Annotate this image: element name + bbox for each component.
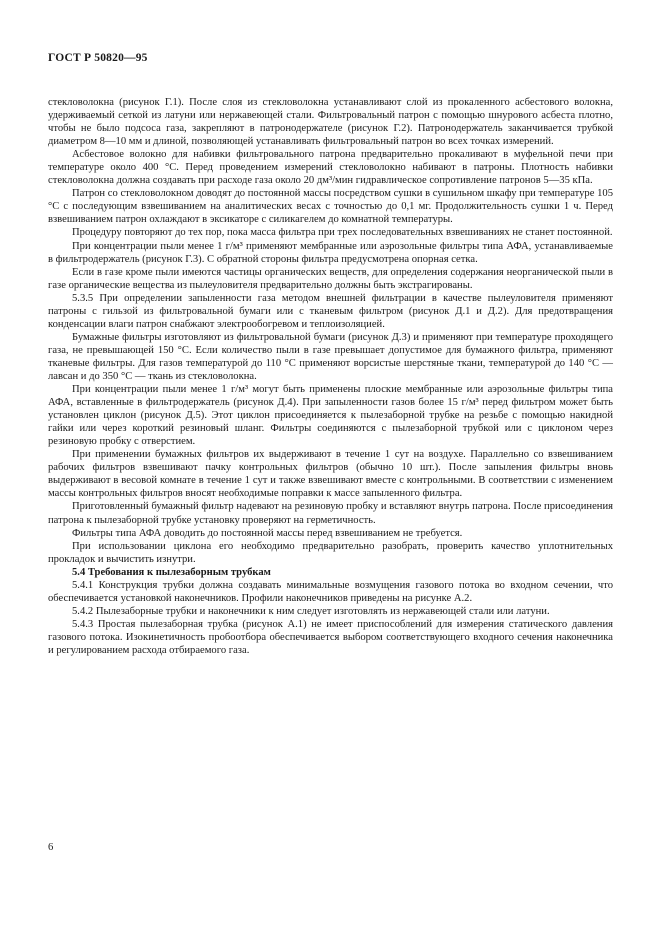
paragraph: 5.3.5 При определении запыленности газа методом внешней фильтрации в качестве пылеуловителя применяют патроны с гильзой из фильтровальной бумаги или с тканевым фильтром (рисунок Д.1 и Д.2). Для предотвращения конденсации влаги патрон снабжают электрообогревом и теплоизоляцией.	[48, 292, 613, 330]
paragraph: 5.4.1 Конструкция трубки должна создавать минимальные возмущения газового потока во входном сечении, что обеспечивается установкой наконечников. Профили наконечников приведены на рисунке А.2.	[48, 579, 613, 604]
paragraph: 5.4.3 Простая пылезаборная трубка (рисунок А.1) не имеет приспособлений для измерения статического давления газового потока. Изокинетичность пробоотбора обеспечивается выбором соответствующего входного сечения наконечника и регулированием расхода отбираемого газа.	[48, 618, 613, 656]
paragraph: Бумажные фильтры изготовляют из фильтровальной бумаги (рисунок Д.3) и применяют при температуре проходящего газа, не превышающей 150 °С. Если количество пыли в газе превышает допустимое для бумажного фильтра, применяют тканевые фильтры. Для газов температурой до 110 °С применяют ворсистые шерстяные ткани, температурой до 140 °С — лавсан и до 350 °С — ткань из стекловолокна.	[48, 331, 613, 382]
paragraph: Асбестовое волокно для набивки фильтровального патрона предварительно прокаливают в муфельной печи при температуре около 400 °С. Перед проведением измерений стекловолокно набивают в патроны. Плотность набивки стекловолокна должна создавать при расходе газа около 20 дм³/мин гидравлическое сопротивление патронов 5—35 кПа.	[48, 149, 613, 187]
paragraph: При концентрации пыли менее 1 г/м³ могут быть применены плоские мембранные или аэрозольные фильтры типа АФА, вставленные в фильтродержатель (рисунок Д.4). При запыленности газов более 15 г/м³ перед фильтром может быть установлен циклон (рисунок Д.5). Этот циклон присоединяется к пылезаборной трубке на резьбе с помощью накидной гайки или через короткий резиновый шланг. Фильтры соединяются с пылезаборной трубкой или с циклоном через резиновую пробку с отверстием.	[48, 384, 613, 448]
paragraph: стекловолокна (рисунок Г.1). После слоя из стекловолокна устанавливают слой из прокаленного асбестового волокна, удерживаемый сеткой из латуни или нержавеющей стали. Фильтровальный патрон с помощью шнурового асбеста плотно, чтобы не было подсоса газа, закрепляют в патронодержателе (рисунок Г.2). Патронодержатель заканчивается трубкой диаметром 8—10 мм и длиной, позволяющей устанавливать фильтровальный патрон во всех точках измерений.	[48, 97, 613, 148]
paragraph: При использовании циклона его необходимо предварительно разобрать, проверить качество уплотнительных прокладок и вычистить изнутри.	[48, 540, 613, 565]
page-number: 6	[48, 842, 54, 853]
section-heading: 5.4 Требования к пылезаборным трубкам	[72, 566, 271, 578]
document-header: ГОСТ Р 50820—95	[48, 52, 148, 64]
paragraph: Приготовленный бумажный фильтр надевают на резиновую пробку и вставляют внутрь патрона. После присоединения патрона к пылезаборной трубке установку проверяют на герметичность.	[48, 501, 613, 526]
paragraph: 5.4.2 Пылезаборные трубки и наконечники к ним следует изготовлять из нержавеющей стали или латуни.	[72, 605, 550, 617]
paragraph: Патрон со стекловолокном доводят до постоянной массы посредством сушки в сушильном шкафу при температуре 105 °С с последующим взвешиванием на аналитических весах с точностью до 0,1 мг. Продолжительность сушки 1 ч. Перед взвешиванием патрон охлаждают в эксикаторе с силикагелем до комнатной температуры.	[48, 188, 613, 226]
paragraph: Фильтры типа АФА доводить до постоянной массы перед взвешиванием не требуется.	[72, 527, 463, 539]
paragraph: Если в газе кроме пыли имеются частицы органических веществ, для определения содержания неорганической пыли в газе органические вещества из пылеуловителя предварительно должны быть экстрагированы.	[48, 266, 613, 291]
document-body	[48, 96, 613, 657]
paragraph: При концентрации пыли менее 1 г/м³ применяют мембранные или аэрозольные фильтры типа АФА, устанавливаемые в фильтродержатель (рисунок Г.3). С обратной стороны фильтра предусмотрена опорная сетка.	[48, 240, 613, 265]
paragraph: Процедуру повторяют до тех пор, пока масса фильтра при трех последовательных взвешиваниях не станет постоянной.	[72, 227, 613, 239]
paragraph: При применении бумажных фильтров их выдерживают в течение 1 сут на воздухе. Параллельно со взвешиванием рабочих фильтров взвешивают пачку контрольных фильтров (обычно 10 шт.). После запыления фильтры вновь выдерживают в весовой комнате в течение 1 сут и также взвешивают вместе с контрольными. В соответствии с изменением массы контрольных фильтров вносят необходимые поправки к массе запыленного фильтра.	[48, 449, 613, 500]
